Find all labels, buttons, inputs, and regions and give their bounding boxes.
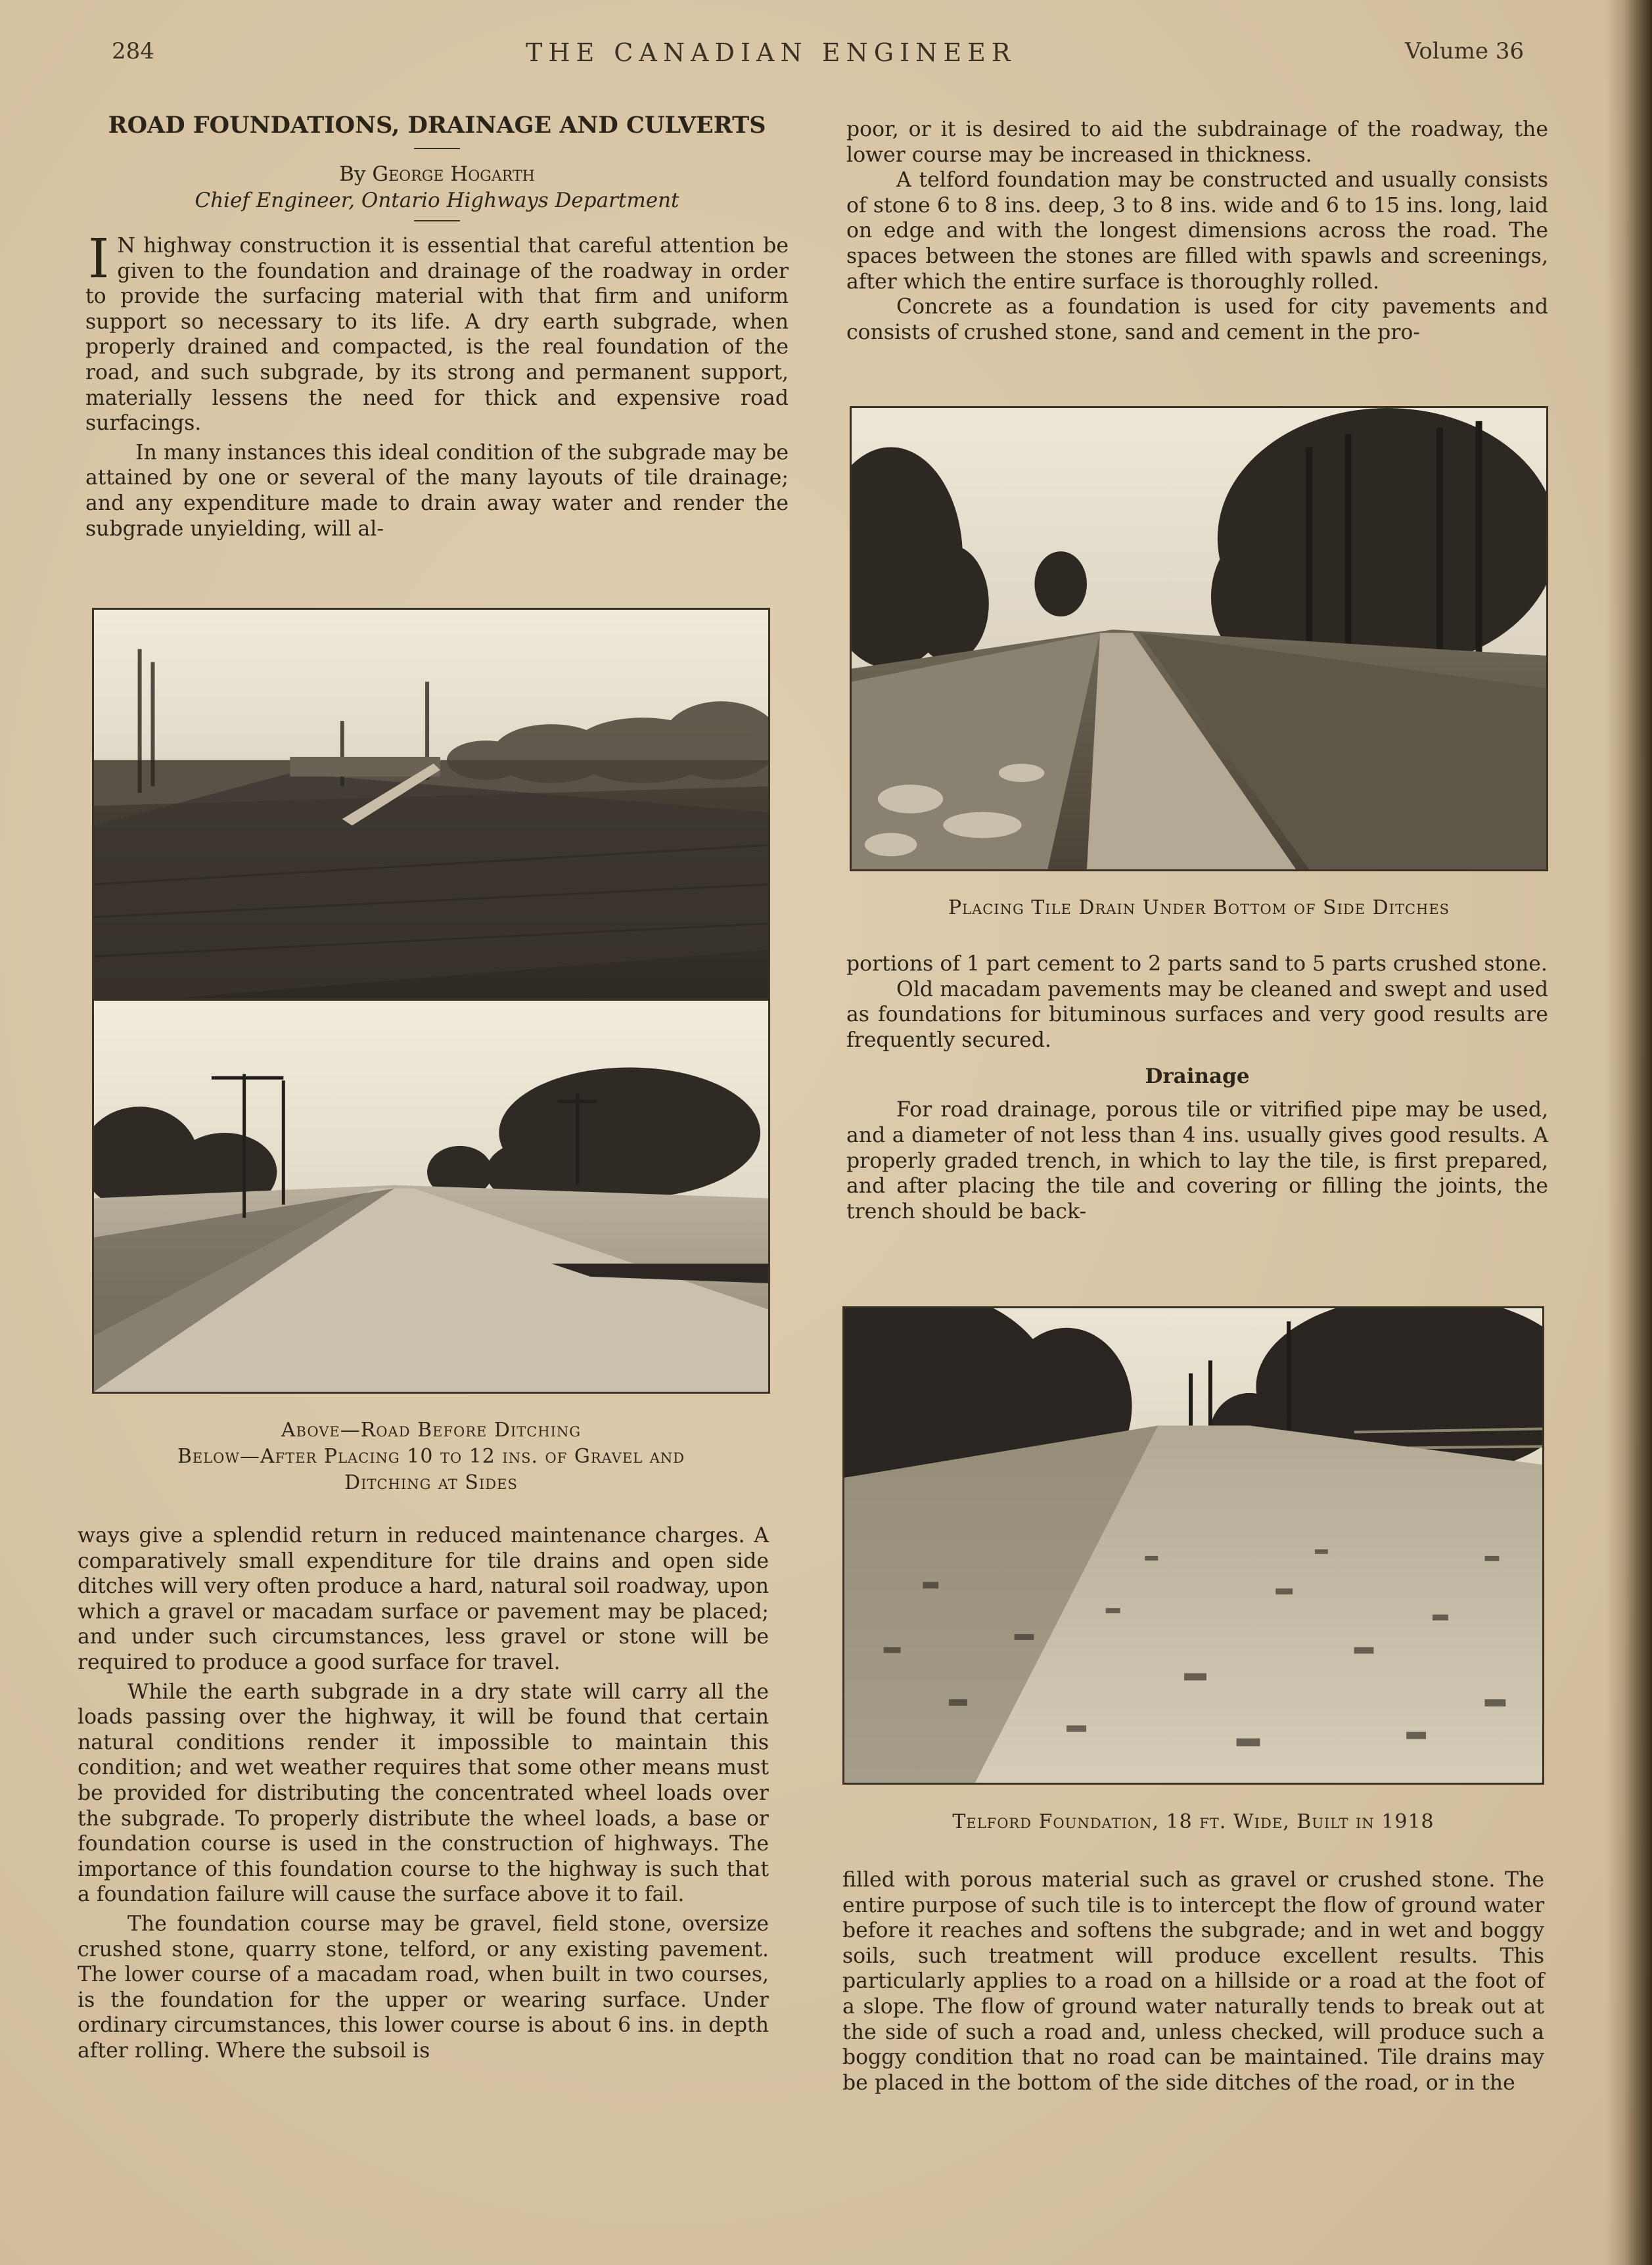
left-column — [85, 105, 789, 541]
figure-caption-telford-foundation: Telford Foundation, 18 ft. Wide, Built in 1918 — [952, 1810, 1434, 1833]
byline-rule — [414, 220, 460, 221]
photo-road-before-after-ditching — [92, 608, 770, 1394]
caption-line-above: Above—Road Before Ditching — [281, 1419, 582, 1442]
figure-caption-road-ditching — [92, 1417, 770, 1496]
title-rule — [414, 148, 460, 149]
tile-drain-photo-illustration — [852, 408, 1546, 869]
author-affiliation: Chief Engineer, Ontario Highways Department — [195, 189, 679, 212]
byline-prefix: By — [339, 162, 366, 186]
paragraph: Concrete as a foundation is used for city pavements and consists of crushed stone, sand and cement in the pro- — [846, 295, 1548, 344]
page-number: 284 — [112, 38, 154, 64]
paragraph: The foundation course may be gravel, field stone, oversize crushed stone, quarry stone, telford, or any existing pavement. The lower course of a macadam road, when built in two courses, is the foundation for the upper or wearing surface. Under ordinary circumstances, this lower course is about 6 ins. in depth after rolling. Where the subsoil is — [78, 1911, 769, 2063]
intro-paragraph — [85, 228, 789, 436]
article-title: ROAD FOUNDATIONS, DRAINAGE AND CULVERTS — [108, 112, 766, 139]
drop-cap: I — [88, 228, 110, 290]
right-column-upper — [846, 117, 1548, 345]
paragraph: ways give a splendid return in reduced maintenance charges. A comparatively small expenditure for tile drains and open side ditches will very often produce a hard, natural soil roadway, upon which a gravel or macadam surface or pavement may be placed; and under such circumstances, less gravel or stone will be required to produce a good surface for travel. — [78, 1524, 769, 1674]
paragraph: In many instances this ideal condition of the subgrade may be attained by one or several of the many layouts of tile drainage; and any expenditure made to drain away water and render the subgrade unyielding, will al- — [85, 440, 789, 541]
left-column-lower — [78, 1523, 769, 2063]
telford-photo-illustration — [844, 1308, 1542, 1783]
photo-telford-foundation — [842, 1306, 1544, 1785]
paragraph: For road drainage, porous tile or vitrified pipe may be used, and a diameter of not less than 4 ins. usually gives good results. A properly graded trench, in which to lay the tile, is first prepared, and after placing the tile and covering or filling the joints, the trench should be back- — [846, 1098, 1548, 1224]
page-binding-shadow — [1606, 0, 1652, 2265]
byline — [85, 162, 789, 186]
photo-tile-drain-side-ditches — [850, 406, 1548, 871]
caption-line-ditching: Ditching at Sides — [344, 1471, 518, 1494]
paragraph: filled with porous material such as gravel or crushed stone. The entire purpose of such tile is to intercept the flow of ground water before it reaches and softens the subgrade; and in wet and boggy soils, such treatment will produce excellent results. This particularly applies to a road on a hillside or a road at the foot of a slope. The flow of ground water naturally tends to break out at the side of such a road and, unless checked, will produce such a boggy condition that no road can be maintained. Tile drains may be placed in the bottom of the side ditches of the road, or in the — [842, 1868, 1544, 2095]
right-column-lower — [842, 1867, 1544, 2095]
paragraph: A telford foundation may be constructed and usually consists of stone 6 to 8 ins. deep, 3 to 8 ins. wide and 6 to 15 ins. long, laid on edge and with the longest dimensions across the road. The spaces between the stones are filled with spawls and screenings, after which the entire surface is thoroughly rolled. — [846, 168, 1548, 294]
volume-label: Volume 36 — [1405, 38, 1525, 64]
paragraph: portions of 1 part cement to 2 parts sand to 5 parts crushed stone. — [846, 952, 1548, 976]
paragraph: While the earth subgrade in a dry state will carry all the loads passing over the highway, it will be found that certain natural conditions render it impossible to maintain this condition; and wet weather requires that some other means must be provided for distributing the concentrated wheel loads over the subgrade. To properly distribute the wheel loads, a base or foundation course is used in the construction of highways. The importance of this foundation course to the highway is such that a foundation failure will cause the surface above it to fail. — [78, 1680, 769, 1907]
journal-title: THE CANADIAN ENGINEER — [526, 38, 1017, 67]
paragraph: poor, or it is desired to aid the subdrainage of the roadway, the lower course may be increased in thickness. — [846, 118, 1548, 167]
intro-text: N highway construction it is essential that careful attention be given to the foundation and drainage of the roadway in order to provide the surfacing material with that firm and uniform support so necessary to its life. A dry earth subgrade, when properly drained and compacted, is the real foundation of the road, and such subgrade, by its strong and permanent support, materially lessens the need for thick and expensive road surfacings. — [85, 234, 789, 436]
figure-caption-tile-drain: Placing Tile Drain Under Bottom of Side Ditches — [948, 896, 1450, 919]
road-photo-illustration — [94, 610, 768, 1392]
author-name: George Hogarth — [372, 162, 535, 186]
caption-line-below: Below—After Placing 10 to 12 ins. of Gravel and — [177, 1445, 685, 1468]
paragraph: Old macadam pavements may be cleaned and swept and used as foundations for bituminous surfaces and very good results are frequently secured. — [846, 977, 1548, 1052]
right-column-middle — [846, 951, 1548, 1224]
section-heading-drainage: Drainage — [1145, 1064, 1250, 1089]
